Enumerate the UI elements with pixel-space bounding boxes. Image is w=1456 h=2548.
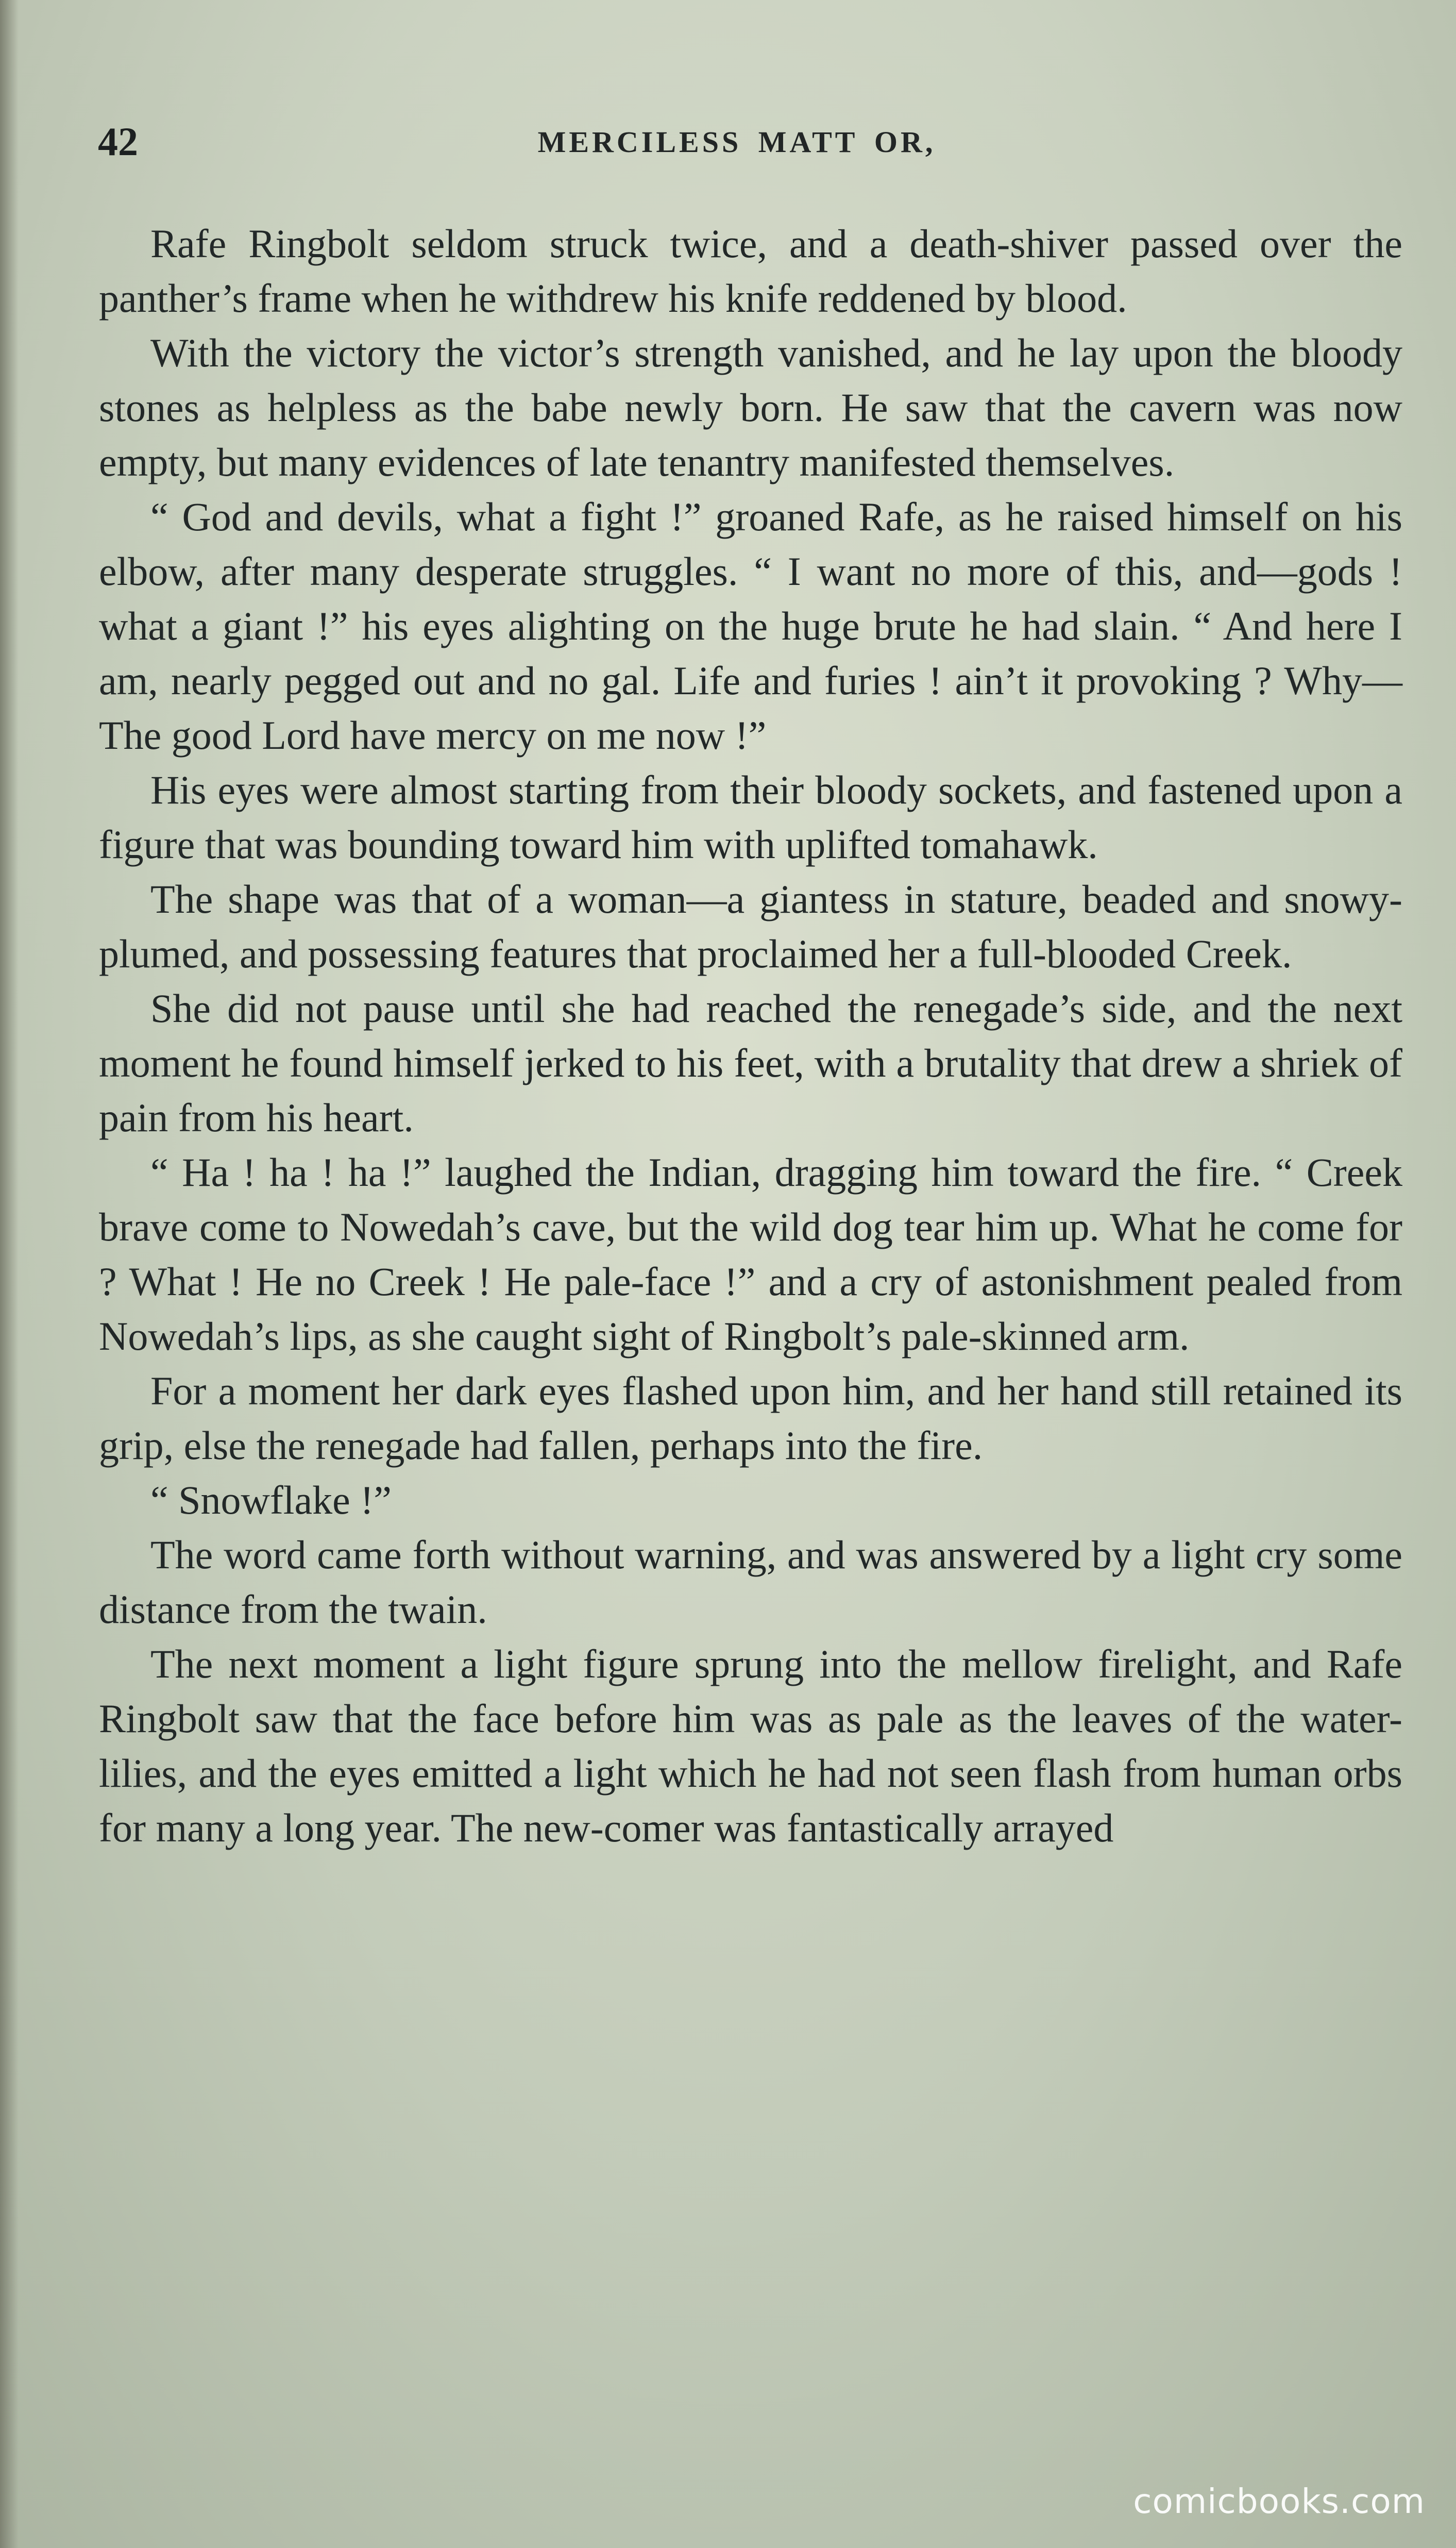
paragraph: “ Snowflake !” bbox=[150, 1478, 392, 1522]
paragraph: With the victory the victor’s strength vanished, and he lay upon the bloody stones as helpless as the babe newly born. He saw that the cavern was now empty, but many evidences of late tenantry manifested themselves. bbox=[99, 330, 1402, 484]
paragraph: She did not pause until she had reached the renegade’s side, and the next moment he found himself jerked to his feet, with a brutality that drew a shriek of pain from his heart. bbox=[99, 986, 1402, 1140]
paragraph: “ God and devils, what a fight !” groaned Rafe, as he raised himself on his elbow, after many desperate struggles. “ I want no more of this, and—gods ! what a giant !” his eyes alighting on the huge brute he had slain. “ And here I am, nearly pegged out and no gal. Life and furies ! ain’t it provoking ? Why— The good Lord have mercy on me now !” bbox=[99, 494, 1402, 758]
paragraph: His eyes were almost starting from their bloody sockets, and fastened upon a figure that was bounding toward him with uplifted tomahawk. bbox=[99, 767, 1402, 867]
page-edge-shadow bbox=[0, 0, 19, 2548]
paragraph: Rafe Ringbolt seldom struck twice, and a death-shiver passed over the panther’s frame when he withdrew his knife reddened by blood. bbox=[99, 221, 1402, 321]
running-title: MERCILESS MATT OR, bbox=[537, 125, 936, 159]
watermark-text: comicbooks.com bbox=[1133, 2482, 1425, 2521]
body-text bbox=[99, 216, 1402, 1855]
paragraph: For a moment her dark eyes flashed upon him, and her hand still retained its grip, else the renegade had fallen, perhaps into the fire. bbox=[99, 1368, 1402, 1468]
paragraph: The shape was that of a woman—a giantess in stature, beaded and snowy-plumed, and possessing features that proclaimed her a full-blooded Creek. bbox=[99, 877, 1402, 976]
paragraph: The word came forth without warning, and was answered by a light cry some distance from the twain. bbox=[99, 1532, 1402, 1632]
page-number: 42 bbox=[98, 119, 138, 164]
page-header bbox=[98, 103, 1376, 165]
paragraph: “ Ha ! ha ! ha !” laughed the Indian, dragging him toward the fire. “ Creek brave come to Nowedah’s cave, but the wild dog tear him up. What he come for ? What ! He no Creek ! He pale-face !” and a cry of astonishment pealed from Nowedah’s lips, as she caught sight of Ringbolt’s pale-skinned arm. bbox=[99, 1150, 1402, 1359]
paragraph: The next moment a light figure sprung into the mellow firelight, and Rafe Ringbolt saw that the face before him was as pale as the leaves of the water-lilies, and the eyes emitted a light which he had not seen flash from human orbs for many a long year. The new-comer was fantastically arrayed bbox=[99, 1641, 1402, 1850]
